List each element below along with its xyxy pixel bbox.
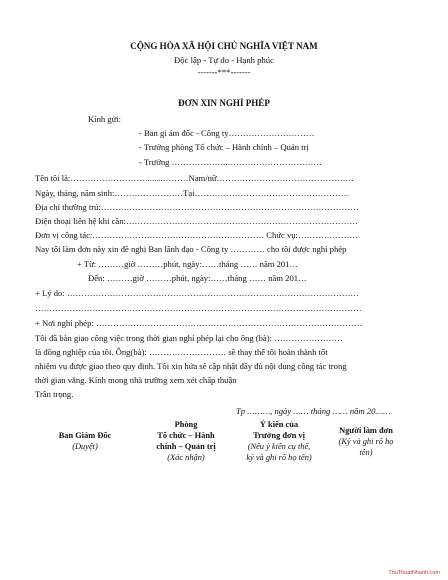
field-leave-place: + Nơi nghỉ phép: ………………………………………………………………………………… [35,318,363,328]
signature-title: Tổ chức – Hành [157,431,215,440]
signature-note: (Xác nhận) [167,453,205,462]
national-title: CỘNG HÒA XÃ HỘI CHỦ NGHĨA VIỆT NAM [130,41,318,51]
signature-board [30,430,140,452]
signature-title: Phòng [174,420,198,429]
recipient-label: Kính gửi: [88,114,122,124]
signature-title: chính – Quản trị [156,442,216,451]
handover-text: nhiệm vụ được giao theo quy định. Tôi xin hứa sẽ cập nhật đầy đủ nội dung công tác trong [35,361,347,371]
date-line: Tp ………, ngày …… tháng …… năm 20…… [236,406,391,416]
signature-title: Ban Giám Đốc [58,431,112,440]
signature-note: tên) [359,448,373,457]
field-reason-continued: …………………………………………………………………………………………………… [35,303,362,313]
field-reason: + Lý do: ………………………………………………………………………………………… [35,288,360,298]
signature-note: (Duyệt) [72,442,98,451]
leave-to: Đến: ………giờ ………phút, ngày:……tháng …… năm 201… [88,273,307,283]
field-address: Địa chỉ thường trú:……………………………………………………………………………… [35,202,359,212]
recipient-item: - Trưởng ………………..…………………………… [139,157,322,167]
handover-text: Tôi đã bàn giao công việc trong thời gian nghỉ phép lại cho ông (bà): …………………… [35,333,343,343]
handover-text: là đồng nghiệp của tôi. Ông(bà): ……………………… sẽ thay thế tôi hoàn thành tốt [35,347,328,357]
field-unit: Đơn vị công tác:…………………………………………………… Chức vụ:………………… [35,230,359,240]
closing: Trân trọng. [35,389,74,399]
handover-text: thời gian vắng. Kính mong nhà trường xem xét chấp thuận [35,375,237,385]
recipient-item: - Trưởng phòng Tổ chức – Hành chính – Quản trị [139,142,309,152]
request-statement: Nay tôi làm đơn này xin đề nghị Ban lãnh đạo - Công ty ………… cho tôi được nghỉ phép [35,244,347,254]
signature-applicant [314,425,418,458]
signature-title: Người làm đơn [339,426,393,435]
recipient-item: - Ban gi ám đốc - Công ty………………………… [139,128,315,138]
signature-note: (Ký và ghi rõ họ [338,437,394,446]
signature-title: Ý kiến của [259,420,299,429]
motto: Độc lập - Tự do - Hạnh phúc [174,55,274,65]
signature-title: Trưởng đơn vị [253,431,305,440]
signature-note: (Nêu ý kiến cụ thể, [247,442,311,451]
leave-from: + Từ: ………giờ ………phút, ngày:……tháng …… năm 201… [77,259,299,269]
form-title: ĐƠN XIN NGHỈ PHÉP [178,98,270,108]
field-phone: Điện thoại liên hệ khi cần:……………………………………………………………………… [35,216,358,226]
field-name: Tên tôi là:……………………….......………Nam/nữ………………………………………… [35,173,355,183]
signature-note: ký và ghi rõ họ tên) [246,453,312,462]
watermark-logo: ThuThuatNhanh.com [388,570,440,576]
header-separator: -------***------- [197,67,251,77]
field-birth: Ngày, tháng, năm sinh:……………………Tại……………………………………………… [35,188,350,198]
